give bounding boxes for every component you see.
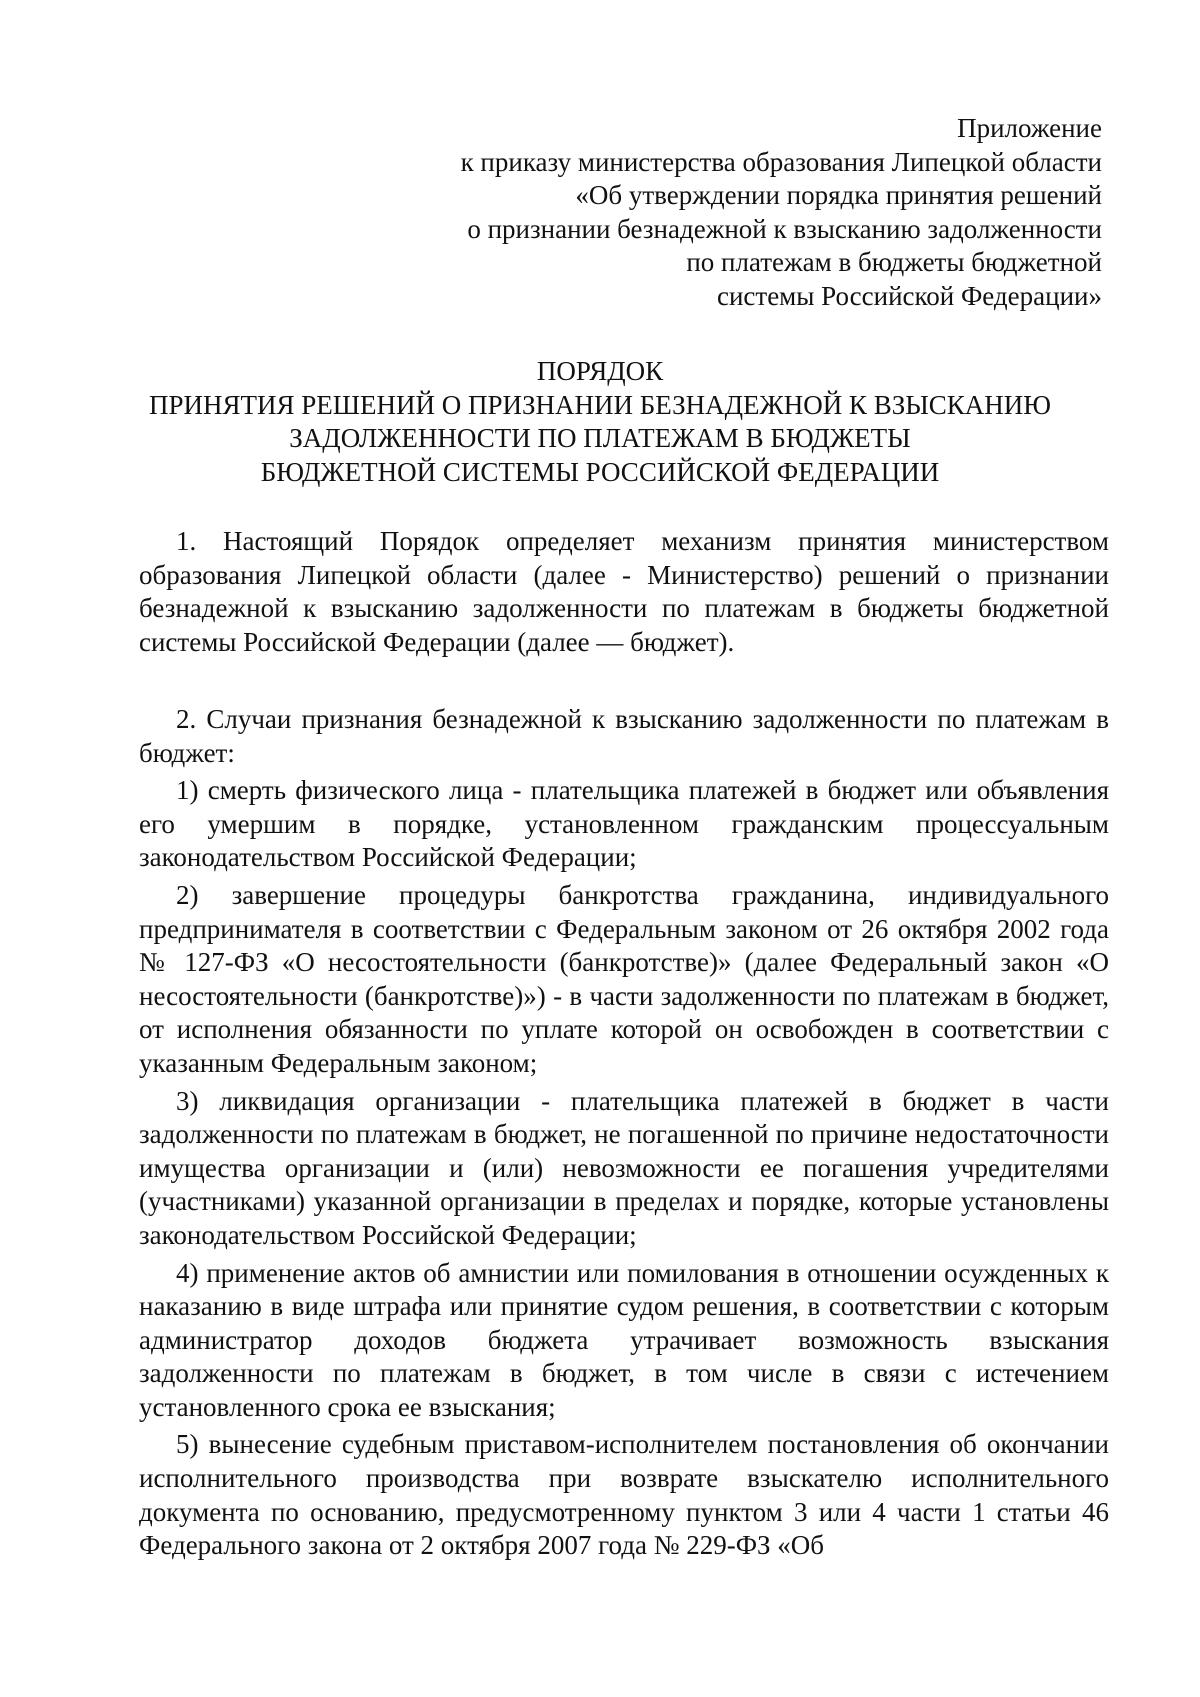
- document-title: [120, 355, 1080, 489]
- paragraph-2-intro: 2. Случаи признания безнадежной к взысканию задолженности по платежам в бюджет:: [139, 704, 1109, 768]
- appendix-line: системы Российской Федерации»: [716, 280, 1102, 311]
- list-item-5: 5) вынесение судебным приставом-исполнителем постановления об окончании исполнительного производства при возврате взыскателю исполнительного документа по основанию, предусмотренному пунктом 3 или 4 части 1 статьи 46 Федерального закона от 2 октября 2007 года № 229-ФЗ «Об: [139, 1429, 1109, 1561]
- appendix-line: «Об утверждении порядка принятия решений: [575, 180, 1102, 210]
- title-line: БЮДЖЕТНОЙ СИСТЕМЫ РОССИЙСКОЙ ФЕДЕРАЦИИ: [260, 456, 940, 487]
- title-line: ЗАДОЛЖЕННОСТИ ПО ПЛАТЕЖАМ В БЮДЖЕТЫ: [289, 423, 911, 453]
- list-item-4: 4) применение актов об амнистии или помилования в отношении осужденных к наказанию в виде штрафа или принятие судом решения, в соответствии с которым администратор доходов бюджета утрачивает возможность взыскания задолженности по платежам в бюджет, в том числе в связи с истечением установленного срока ее взыскания;: [139, 1257, 1109, 1422]
- appendix-header: [202, 112, 1102, 313]
- title-line: ПРИНЯТИЯ РЕШЕНИЙ О ПРИЗНАНИИ БЕЗНАДЕЖНОЙ К ВЗЫСКАНИЮ: [148, 389, 1052, 420]
- appendix-line: Приложение: [957, 113, 1102, 143]
- list-item-3: 3) ликвидация организации - плательщика платежей в бюджет в части задолженности по платежам в бюджет, не погашенной по причине недостаточности имущества организации и (или) невозможности ее погашения учредителями (участниками) указанной организации в пределах и порядке, которые установлены законодательством Российской Федерации;: [139, 1085, 1109, 1250]
- list-item-1: 1) смерть физического лица - плательщика платежей в бюджет или объявления его умершим в порядке, установленном гражданским процессуальным законодательством Российской Федерации;: [139, 775, 1109, 873]
- list-item-2: 2) завершение процедуры банкротства гражданина, индивидуального предпринимателя в соответствии с Федеральным законом от 26 октября 2002 года № 127-ФЗ «О несостоятельности (банкротстве)» (далее Федеральный закон «О несостоятельности (банкротстве)») - в части задолженности по платежам в бюджет, от исполнения обязанности по уплате которой он освобожден в соответствии с указанным Федеральным законом;: [139, 879, 1109, 1078]
- paragraph-2: [139, 703, 1109, 1567]
- appendix-line: к приказу министерства образования Липецкой области: [460, 146, 1102, 177]
- appendix-line: по платежам в бюджеты бюджетной: [686, 247, 1102, 277]
- paragraph-1-text: 1. Настоящий Порядок определяет механизм принятия министерством образования Липецкой области (далее - Министерство) решений о признании безнадежной к взысканию задолженности по платежам в бюджеты бюджетной системы Российской Федерации (далее — бюджет).: [139, 526, 1109, 657]
- paragraph-1: [139, 525, 1109, 659]
- title-line: ПОРЯДОК: [536, 356, 664, 386]
- appendix-line: о признании безнадежной к взысканию задолженности: [467, 213, 1102, 244]
